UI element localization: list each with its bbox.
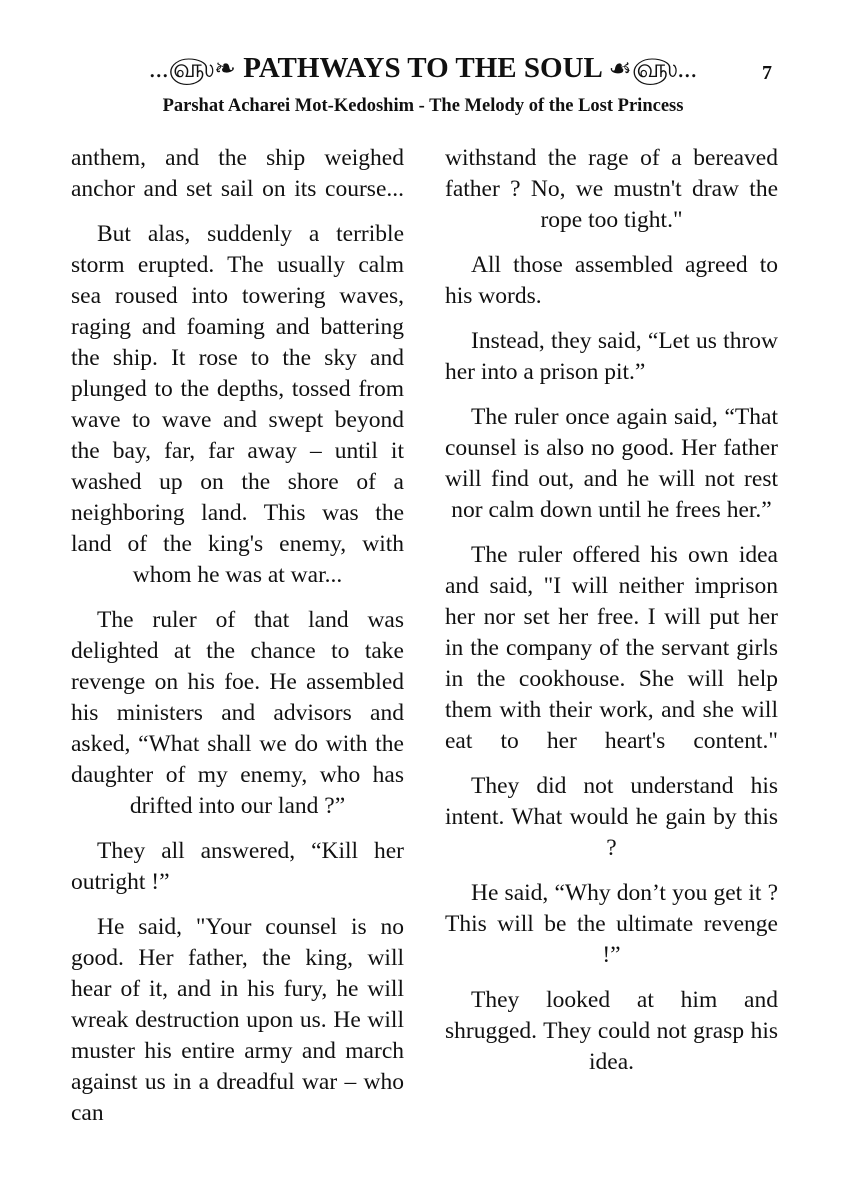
ornament-right-icon: ☙௵... xyxy=(608,54,698,83)
chapter-subtitle: Parshat Acharei Mot-Kedoshim - The Melody of the Lost Princess xyxy=(162,96,684,116)
paragraph: He said, "Your counsel is no good. Her father, the king, will hear of it, and in his fury, he will wreak destruction upon us. He will muster his entire army and march against us in a dreadful war – who can xyxy=(71,914,404,1126)
right-column xyxy=(445,143,778,1092)
paragraph: The ruler offered his own idea and said, "I will neither imprison her nor set her free. I will put her in the company of the servant girls in the cookhouse. She will help them with their work, and she will eat to her heart's content." xyxy=(445,542,778,754)
paragraph: They all answered, “Kill her outright !” xyxy=(71,838,404,895)
book-title: PATHWAYS TO THE SOUL xyxy=(243,52,602,84)
left-column xyxy=(71,143,404,1143)
page-number: 7 xyxy=(762,62,772,84)
paragraph: Instead, they said, “Let us throw her into a prison pit.” xyxy=(445,328,778,385)
paragraph: But alas, suddenly a terrible storm erupted. The usually calm sea roused into towering waves, raging and foaming and battering the ship. It rose to the sky and plunged to the depths, tossed from wave to wave and swept beyond the bay, far, far away – until it washed up on the shore of a neighboring land. This was the land of the king's enemy, with whom he was at war... xyxy=(71,221,404,588)
paragraph: anthem, and the ship weighed anchor and set sail on its course... xyxy=(71,145,404,202)
paragraph: He said, “Why don’t you get it ? This will be the ultimate revenge !” xyxy=(445,880,778,968)
paragraph: withstand the rage of a bereaved father ? No, we mustn't draw the rope too tight." xyxy=(445,145,778,233)
running-title xyxy=(128,52,718,87)
paragraph: They did not understand his intent. What would he gain by this ? xyxy=(445,773,778,861)
ornament-left-icon: ...௵❧ xyxy=(148,54,236,83)
paragraph: All those assembled agreed to his words. xyxy=(445,252,778,309)
paragraph: They looked at him and shrugged. They could not grasp his idea. xyxy=(445,987,778,1075)
paragraph: The ruler once again said, “That counsel is also no good. Her father will find out, and he will not rest nor calm down until he frees her.” xyxy=(445,404,778,523)
paragraph: The ruler of that land was delighted at the chance to take revenge on his foe. He assembled his ministers and advisors and asked, “What shall we do with the daughter of my enemy, who has drifted into our land ?” xyxy=(71,607,404,819)
